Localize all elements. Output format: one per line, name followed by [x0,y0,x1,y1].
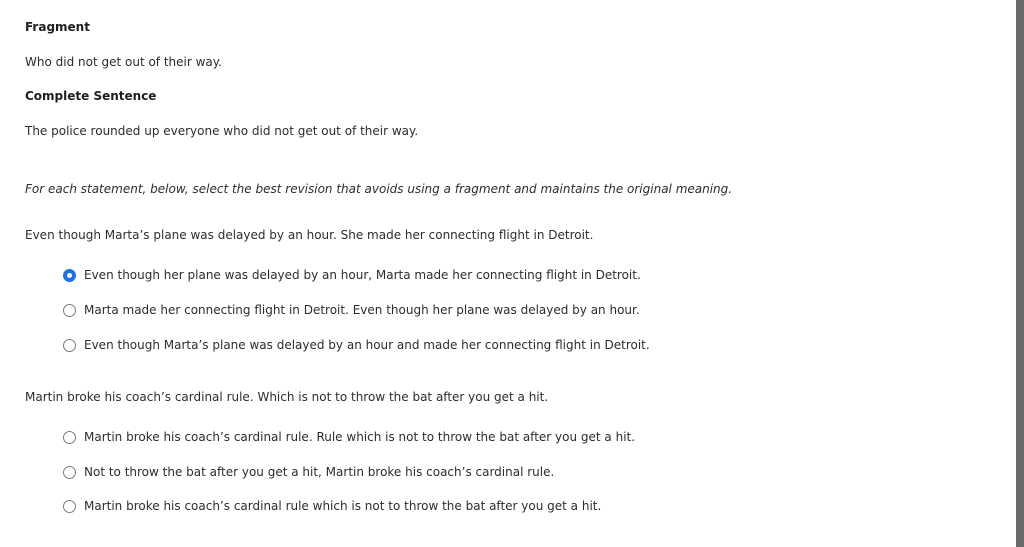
question-1-option-3[interactable] [63,336,650,354]
radio-unselected-icon[interactable] [63,304,76,317]
radio-unselected-icon[interactable] [63,339,76,352]
option-label: Martin broke his coach’s cardinal rule which is not to throw the bat after you get a hit. [84,499,602,513]
complete-sentence-heading: Complete Sentence [25,89,157,103]
radio-unselected-icon[interactable] [63,500,76,513]
question-2-option-2[interactable] [63,463,554,481]
option-label: Not to throw the bat after you get a hit, Martin broke his coach’s cardinal rule. [84,465,555,479]
question-1-option-2[interactable] [63,301,640,319]
question-2-option-1[interactable] [63,428,635,446]
instructions: For each statement, below, select the best revision that avoids using a fragment and maintains the original meaning. [25,182,733,196]
complete-sentence-example: The police rounded up everyone who did not get out of their way. [25,124,419,138]
question-2-prompt: Martin broke his coach’s cardinal rule. Which is not to throw the bat after you get a hit. [25,390,549,404]
question-2-option-3[interactable] [63,497,601,515]
radio-selected-icon[interactable] [63,269,76,282]
question-1-option-1[interactable] [63,266,641,284]
radio-unselected-icon[interactable] [63,431,76,444]
option-label: Martin broke his coach’s cardinal rule. Rule which is not to throw the bat after you get a hit. [84,430,636,444]
scrollbar[interactable] [1016,0,1024,547]
option-label: Even though her plane was delayed by an hour, Marta made her connecting flight in Detroit. [84,268,641,282]
radio-unselected-icon[interactable] [63,466,76,479]
option-label: Marta made her connecting flight in Detroit. Even though her plane was delayed by an hour. [84,303,640,317]
option-label: Even though Marta’s plane was delayed by an hour and made her connecting flight in Detroit. [84,338,650,352]
fragment-heading: Fragment [25,20,90,34]
fragment-example: Who did not get out of their way. [25,55,222,69]
question-1-prompt: Even though Marta’s plane was delayed by an hour. She made her connecting flight in Detroit. [25,228,594,242]
